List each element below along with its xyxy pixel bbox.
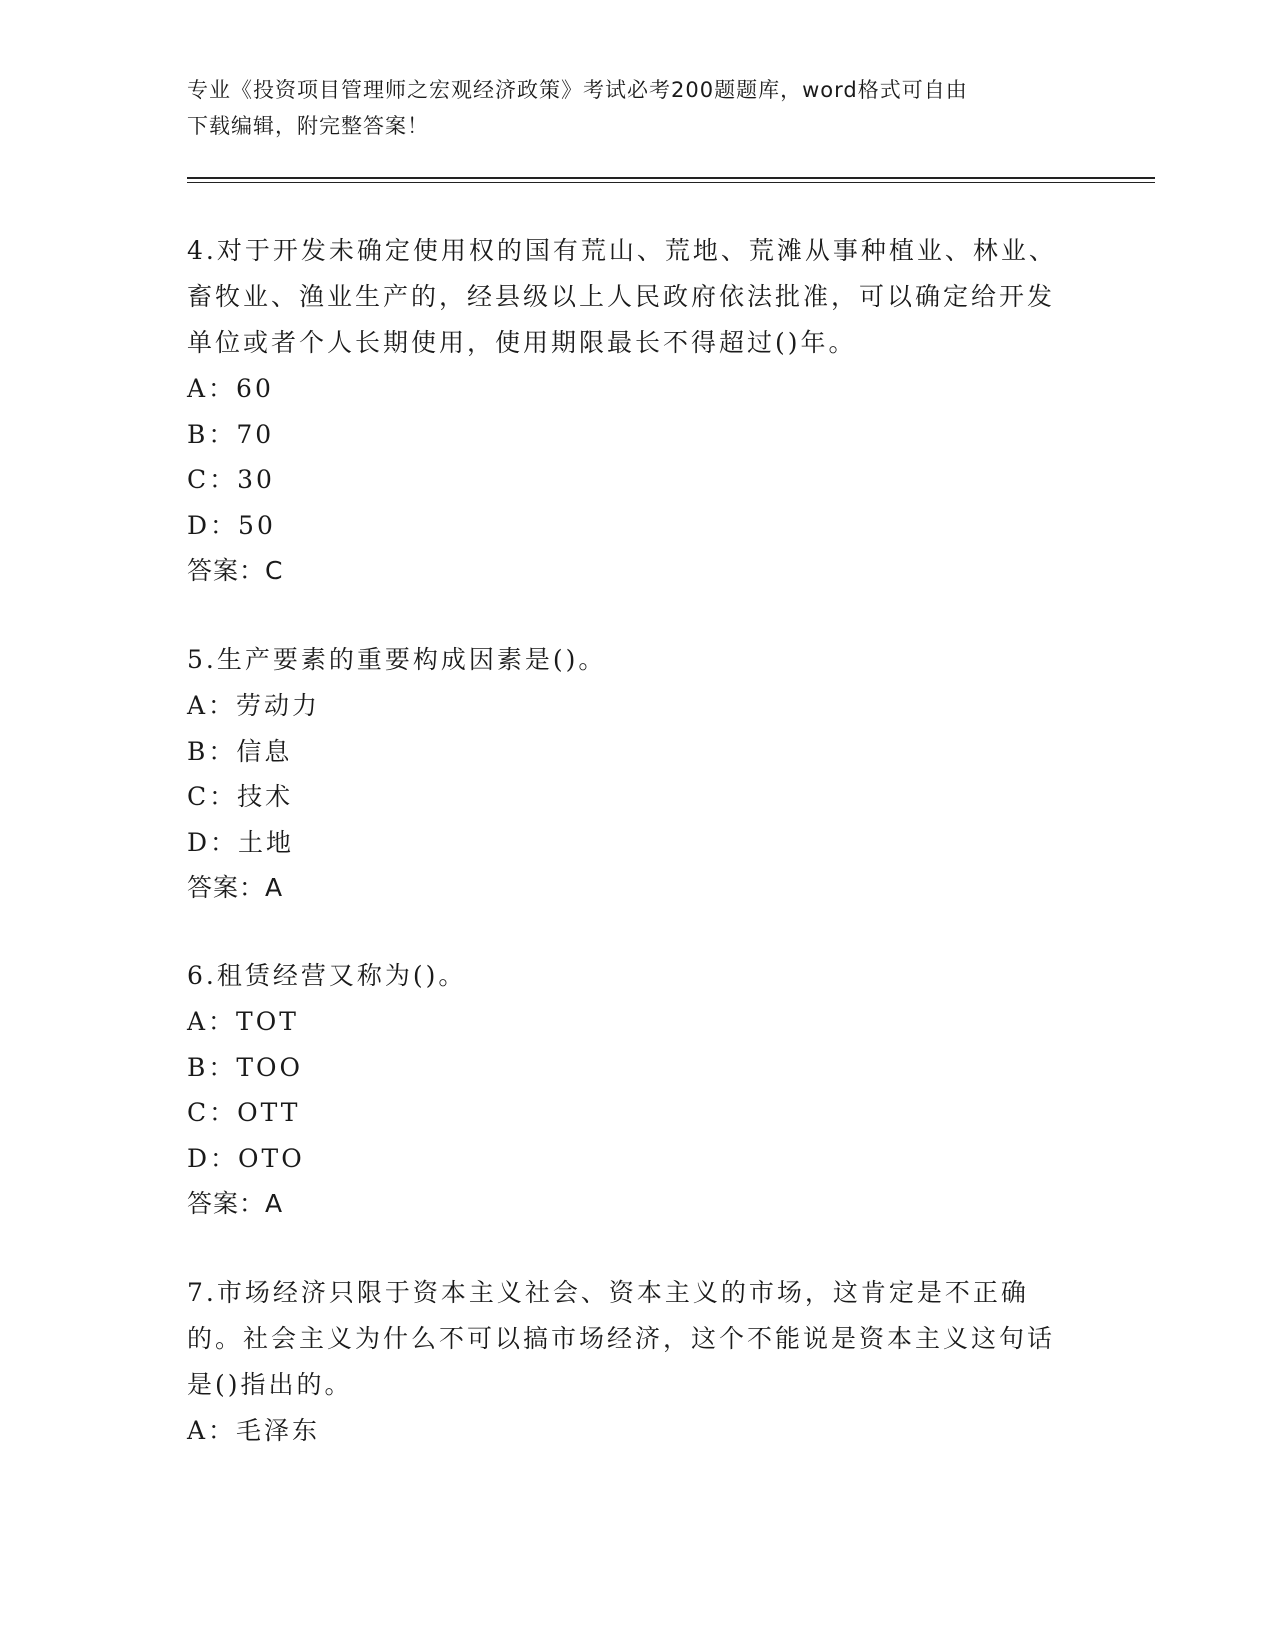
option-d: D：OTO — [187, 1143, 305, 1173]
question-6 — [187, 953, 1067, 1227]
answer: 答案：A — [187, 873, 284, 902]
option-b: B：TOO — [187, 1052, 304, 1082]
question-4 — [187, 228, 1067, 594]
option-c: C：OTT — [187, 1098, 301, 1127]
header-divider-thin — [187, 182, 1155, 183]
question-stem: 6.租赁经营又称为()。 — [187, 961, 467, 990]
header-divider-thick — [187, 177, 1155, 179]
option-a: A：60 — [187, 374, 274, 403]
option-a: A：TOT — [187, 1007, 299, 1036]
option-a: A：劳动力 — [187, 691, 321, 720]
option-c: C：技术 — [187, 782, 294, 811]
document-header — [187, 72, 1087, 144]
option-a: A：毛泽东 — [187, 1416, 321, 1445]
question-stem: 5.生产要素的重要构成因素是()。 — [187, 645, 607, 674]
option-d: D：50 — [187, 510, 276, 540]
question-7 — [187, 1270, 1067, 1454]
answer: 答案：C — [187, 556, 284, 585]
option-d: D：土地 — [187, 827, 295, 857]
question-stem: 7.市场经济只限于资本主义社会、资本主义的市场，这肯定是不正确的。社会主义为什么不可以搞市场经济，这个不能说是资本主义这句话是()指出的。 — [187, 1278, 1056, 1399]
option-b: B：70 — [187, 419, 275, 449]
option-b: B：信息 — [187, 736, 293, 766]
header-line-1: 专业《投资项目管理师之宏观经济政策》考试必考200题题库，word格式可自由 — [187, 78, 968, 102]
header-line-2: 下载编辑，附完整答案！ — [187, 114, 429, 138]
question-stem: 4.对于开发未确定使用权的国有荒山、荒地、荒滩从事种植业、林业、畜牧业、渔业生产的，经县级以上人民政府依法批准，可以确定给开发单位或者个人长期使用，使用期限最长不得超过()年。 — [187, 236, 1057, 357]
question-5 — [187, 637, 1067, 911]
option-c: C：30 — [187, 465, 275, 494]
answer: 答案：A — [187, 1189, 284, 1218]
